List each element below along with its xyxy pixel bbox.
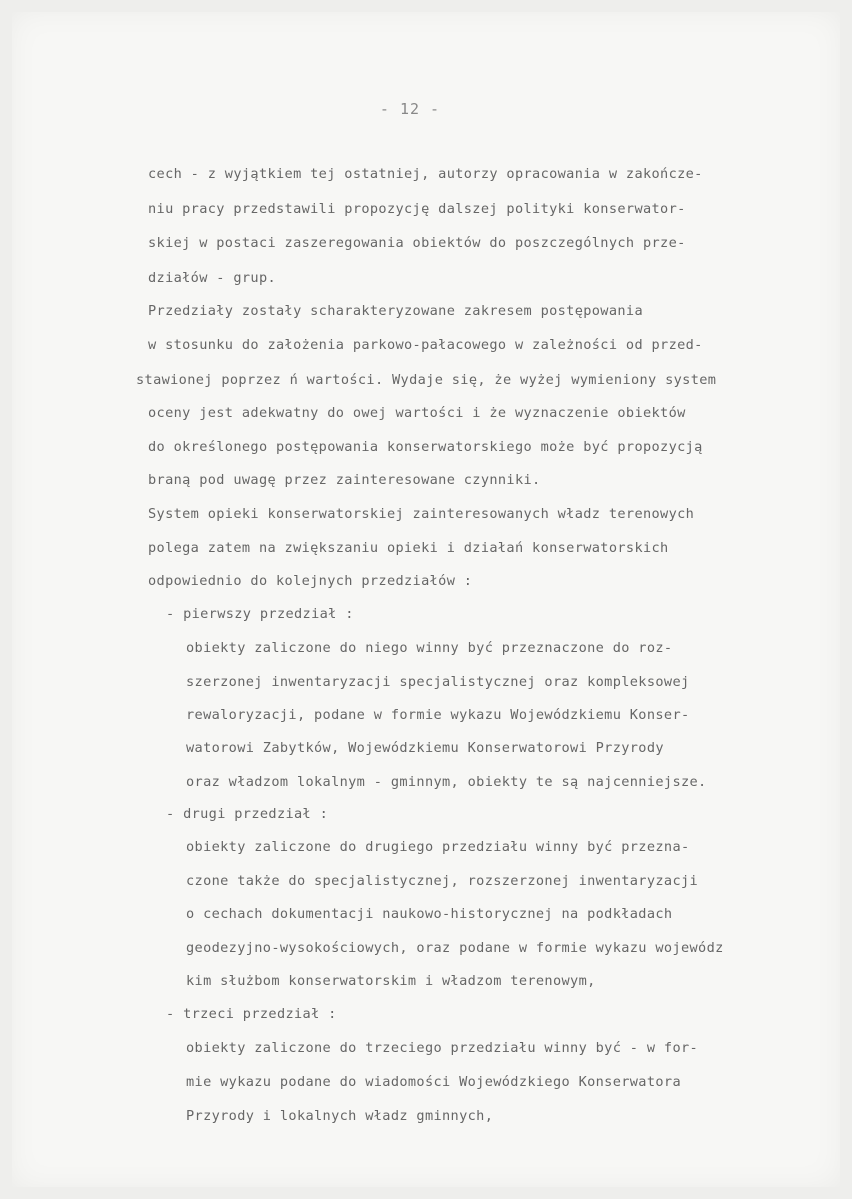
text-line: rewaloryzacji, podane w formie wykazu Wojewódzkiemu Konser- [186, 707, 690, 723]
text-line: skiej w postaci zaszeregowania obiektów do poszczególnych prze- [148, 235, 686, 251]
text-line: oceny jest adekwatny do owej wartości i że wyznaczenie obiektów [148, 405, 686, 421]
text-line: czone także do specjalistycznej, rozszerzonej inwentaryzacji [186, 873, 699, 889]
text-line: geodezyjno-wysokościowych, oraz podane w formie wykazu wojewódz [186, 940, 724, 956]
text-line: obiekty zaliczone do niego winny być przeznaczone do roz- [186, 640, 673, 656]
text-line: stawionej poprzez ń wartości. Wydaje się, że wyżej wymieniony system [136, 372, 717, 388]
text-line: kim służbom konserwatorskim i władzom terenowym, [186, 973, 596, 989]
text-line: oraz władzom lokalnym - gminnym, obiekty te są najcenniejsze. [186, 774, 707, 790]
text-line: obiekty zaliczone do drugiego przedziału winny być przezna- [186, 839, 690, 855]
text-line: odpowiednio do kolejnych przedziałów : [148, 573, 473, 589]
text-line: w stosunku do założenia parkowo-pałacowego w zależności od przed- [148, 337, 703, 353]
text-line: mie wykazu podane do wiadomości Wojewódzkiego Konserwatora [186, 1074, 681, 1090]
text-line: Przyrody i lokalnych władz gminnych, [186, 1108, 494, 1124]
list-item-heading: - pierwszy przedział : [166, 606, 354, 622]
text-line: braną pod uwagę przez zainteresowane czynniki. [148, 472, 541, 488]
text-line: polega zatem na zwiększaniu opieki i działań konserwatorskich [148, 540, 669, 556]
text-line: działów - grup. [148, 270, 277, 286]
text-line: o cechach dokumentacji naukowo-historycznej na podkładach [186, 906, 673, 922]
text-line: watorowi Zabytków, Wojewódzkiemu Konserwatorowi Przyrody [186, 740, 664, 756]
page-number: - 12 - [379, 100, 441, 118]
text-line: System opieki konserwatorskiej zainteresowanych władz terenowych [148, 506, 695, 522]
text-line: obiekty zaliczone do trzeciego przedziału winny być - w for- [186, 1040, 699, 1056]
text-line: niu pracy przedstawili propozycję dalszej polityki konserwator- [148, 201, 686, 217]
text-line: do określonego postępowania konserwatorskiego może być propozycją [148, 439, 703, 455]
text-line: cech - z wyjątkiem tej ostatniej, autorzy opracowania w zakończe- [148, 166, 703, 182]
text-line: szerzonej inwentaryzacji specjalistycznej oraz kompleksowej [186, 674, 690, 690]
list-item-heading: - drugi przedział : [166, 806, 329, 822]
text-line: Przedziały zostały scharakteryzowane zakresem postępowania [148, 303, 643, 319]
list-item-heading: - trzeci przedział : [166, 1006, 337, 1022]
